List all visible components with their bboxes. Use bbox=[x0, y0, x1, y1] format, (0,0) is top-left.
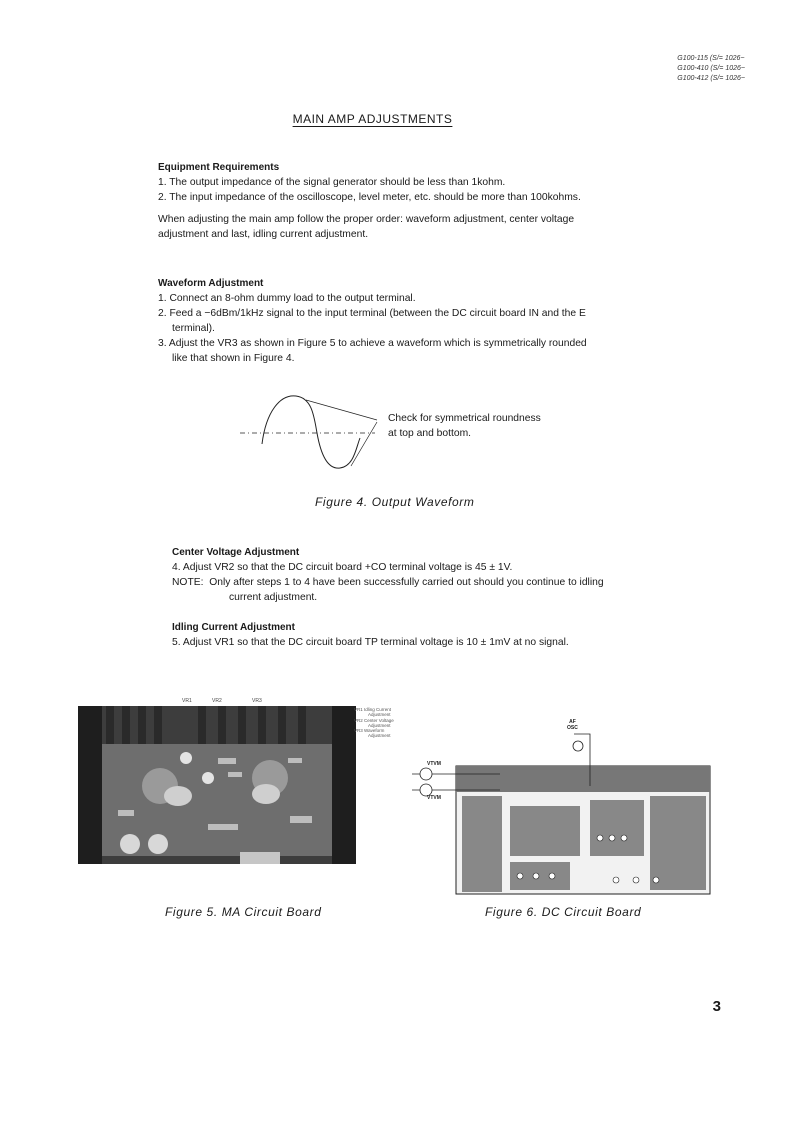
idling-heading: Idling Current Adjustment bbox=[172, 622, 295, 633]
af-label: AF bbox=[569, 719, 576, 725]
legend-code: VR3 bbox=[354, 728, 363, 734]
center-voltage-section bbox=[172, 545, 612, 605]
waveform-heading: Waveform Adjustment bbox=[158, 278, 264, 289]
waveform-item: 3. Adjust the VR3 as shown in Figure 5 to achieve a waveform which is symmetrically rounded like that shown in Figure 4. bbox=[158, 338, 587, 364]
model-serial: G100-412 (S/= 1026~ bbox=[677, 75, 745, 82]
center-voltage-note bbox=[172, 575, 612, 605]
af-osc-label bbox=[567, 719, 578, 731]
note-label: NOTE: bbox=[172, 577, 204, 588]
figure-5-caption: Figure 5. MA Circuit Board bbox=[165, 905, 322, 919]
dc-board-top-strip bbox=[456, 766, 710, 792]
ma-circuit-board-image bbox=[78, 706, 356, 864]
vr-legend bbox=[354, 707, 394, 739]
model-serial-list bbox=[677, 54, 745, 84]
vr-legend-item bbox=[354, 728, 394, 739]
equipment-section bbox=[158, 160, 588, 242]
vr1-label: VR1 bbox=[182, 698, 192, 704]
figure-4-caption: Figure 4. Output Waveform bbox=[315, 495, 475, 509]
model-serial: G100-115 (S/= 1026~ bbox=[677, 55, 745, 62]
dc-circuit-board-diagram bbox=[400, 716, 712, 896]
equipment-item: 1. The output impedance of the signal generator should be less than 1kohm. bbox=[158, 177, 506, 188]
waveform-section bbox=[158, 276, 588, 366]
equipment-item: 2. The input impedance of the oscilloscope, level meter, etc. should be more than 100kohms. bbox=[158, 192, 581, 203]
note-text: Only after steps 1 to 4 have been successfully carried out should you continue to idling current adjustment. bbox=[209, 577, 604, 603]
check-line: at top and bottom. bbox=[388, 428, 472, 439]
ma-circuit-board-photo bbox=[78, 706, 356, 864]
check-line: Check for symmetrical roundness bbox=[388, 413, 541, 424]
vr-legend-item bbox=[354, 718, 394, 729]
vr-legend-item bbox=[354, 707, 394, 718]
pointer-line-top bbox=[306, 400, 377, 420]
vtvm-label-bottom: VTVM bbox=[427, 795, 441, 801]
figure-6-caption: Figure 6. DC Circuit Board bbox=[485, 905, 642, 919]
waveform-item: 2. Feed a −6dBm/1kHz signal to the input terminal (between the DC circuit board IN and the E terminal). bbox=[158, 308, 586, 334]
page-number: 3 bbox=[712, 998, 721, 1015]
legend-code: VR2 bbox=[354, 717, 363, 723]
page-title: MAIN AMP ADJUSTMENTS bbox=[292, 112, 453, 126]
legend-line: Center Voltage bbox=[364, 717, 394, 723]
waveform-item: 1. Connect an 8-ohm dummy load to the output terminal. bbox=[158, 293, 416, 304]
idling-section bbox=[172, 620, 612, 650]
adjustment-order-text: When adjusting the main amp follow the proper order: waveform adjustment, center voltage adjustment and last, idling current adjustment. bbox=[158, 214, 575, 240]
pointer-line-bottom bbox=[351, 422, 377, 466]
legend-line: Idling Current bbox=[364, 707, 392, 712]
equipment-heading: Equipment Requirements bbox=[158, 162, 280, 173]
osc-label: OSC bbox=[567, 725, 578, 731]
legend-code: VR1 bbox=[354, 707, 363, 712]
center-voltage-heading: Center Voltage Adjustment bbox=[172, 547, 300, 558]
sine-waveform bbox=[262, 396, 360, 468]
model-serial: G100-410 (S/= 1026~ bbox=[677, 65, 745, 72]
vtvm-meter-icon bbox=[420, 768, 432, 780]
roundness-check-note bbox=[388, 411, 541, 441]
vr3-label: VR3 bbox=[252, 698, 262, 704]
legend-line: Waveform bbox=[364, 728, 385, 734]
legend-line: Adjustment bbox=[368, 733, 391, 739]
legend-line: Adjustment bbox=[368, 722, 391, 728]
vr2-label: VR2 bbox=[212, 698, 222, 704]
legend-line: Adjustment bbox=[368, 712, 391, 718]
output-waveform-diagram bbox=[240, 392, 390, 482]
vtvm-label-top: VTVM bbox=[427, 761, 441, 767]
idling-item: 5. Adjust VR1 so that the DC circuit board TP terminal voltage is 10 ± 1mV at no signal. bbox=[172, 637, 569, 648]
oscillator-icon bbox=[573, 741, 583, 751]
center-voltage-item: 4. Adjust VR2 so that the DC circuit board +CO terminal voltage is 45 ± 1V. bbox=[172, 562, 513, 573]
